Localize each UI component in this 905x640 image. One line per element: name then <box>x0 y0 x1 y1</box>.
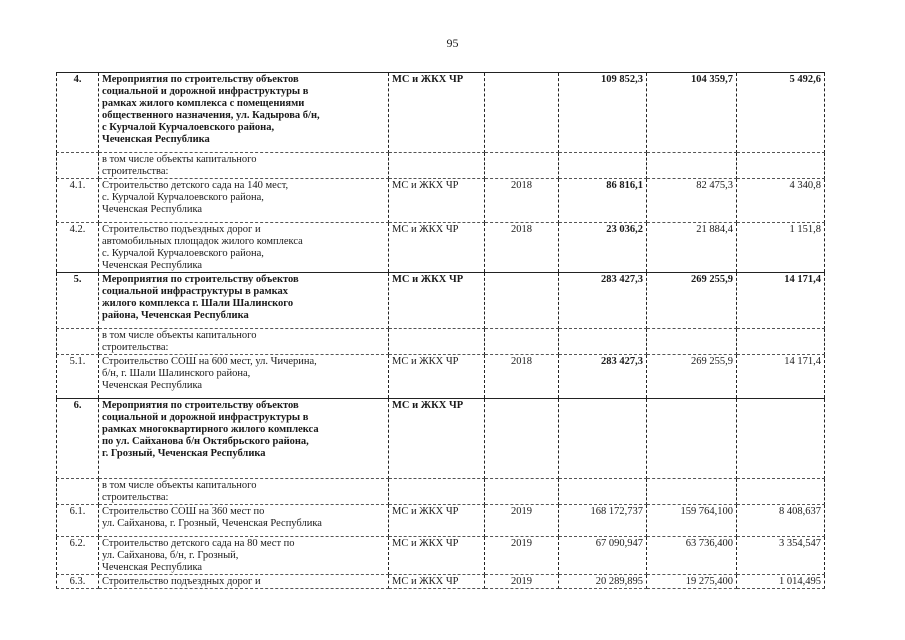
row-executor: МС и ЖКХ ЧР <box>389 223 485 273</box>
row-executor: МС и ЖКХ ЧР <box>389 355 485 399</box>
subtotal-note-row <box>57 329 825 355</box>
table-row <box>57 355 825 399</box>
table-row <box>57 575 825 589</box>
page-number: 95 <box>446 36 459 50</box>
subtotal-note-row <box>57 479 825 505</box>
row-regional-amount: 1 151,8 <box>737 223 825 273</box>
section-row <box>57 273 825 329</box>
section-row <box>57 399 825 479</box>
row-regional-amount <box>737 399 825 479</box>
row-regional-amount: 1 014,495 <box>737 575 825 589</box>
row-number: 6.1. <box>57 505 99 537</box>
row-executor: МС и ЖКХ ЧР <box>389 537 485 575</box>
row-year: 2018 <box>485 179 559 223</box>
row-executor <box>389 153 485 179</box>
row-description: Строительство подъездных дорог и <box>99 575 389 589</box>
row-number: 5.1. <box>57 355 99 399</box>
row-number: 6.3. <box>57 575 99 589</box>
row-total-amount: 168 172,737 <box>559 505 647 537</box>
row-number: 6.2. <box>57 537 99 575</box>
row-total-amount: 283 427,3 <box>559 273 647 329</box>
row-number: 5. <box>57 273 99 329</box>
row-year: 2019 <box>485 575 559 589</box>
row-number: 4.2. <box>57 223 99 273</box>
row-federal-amount: 82 475,3 <box>647 179 737 223</box>
row-year <box>485 153 559 179</box>
row-regional-amount: 8 408,637 <box>737 505 825 537</box>
row-description: Строительство детского сада на 140 мест, с. Курчалой Курчалоевского района, Чеченская Республика <box>99 179 389 223</box>
row-federal-amount: 21 884,4 <box>647 223 737 273</box>
row-description: Мероприятия по строительству объектов социальной и дорожной инфраструктуры в рамках жилого комплекса с помещениями общественного назначения, ул. Кадырова б/н, с Курчалой Курчалоевского района, Чеченская Республика <box>99 73 389 153</box>
row-executor <box>389 329 485 355</box>
row-executor: МС и ЖКХ ЧР <box>389 179 485 223</box>
row-federal-amount <box>647 479 737 505</box>
row-total-amount <box>559 399 647 479</box>
row-description: Мероприятия по строительству объектов социальной инфраструктуры в рамках жилого комплекса г. Шали Шалинского района, Чеченская Республика <box>99 273 389 329</box>
row-executor: МС и ЖКХ ЧР <box>389 575 485 589</box>
row-federal-amount: 104 359,7 <box>647 73 737 153</box>
row-executor: МС и ЖКХ ЧР <box>389 399 485 479</box>
row-total-amount <box>559 329 647 355</box>
row-description: в том числе объекты капитального строительства: <box>99 479 389 505</box>
row-total-amount: 86 816,1 <box>559 179 647 223</box>
row-description: Строительство СОШ на 600 мест, ул. Чичерина, б/н, г. Шали Шалинского района, Чеченская Республика <box>99 355 389 399</box>
row-total-amount <box>559 153 647 179</box>
row-year <box>485 273 559 329</box>
row-number: 6. <box>57 399 99 479</box>
row-executor: МС и ЖКХ ЧР <box>389 273 485 329</box>
row-executor <box>389 479 485 505</box>
row-regional-amount: 3 354,547 <box>737 537 825 575</box>
row-federal-amount: 269 255,9 <box>647 355 737 399</box>
row-regional-amount: 4 340,8 <box>737 179 825 223</box>
table-row <box>57 505 825 537</box>
row-regional-amount <box>737 153 825 179</box>
row-description: Мероприятия по строительству объектов социальной и дорожной инфраструктуры в рамках многоквартирного жилого комплекса по ул. Сайханова б/н Октябрьского района, г. Грозный, Чеченская Республика <box>99 399 389 479</box>
program-table <box>56 72 825 589</box>
row-year <box>485 73 559 153</box>
row-executor: МС и ЖКХ ЧР <box>389 73 485 153</box>
table-row <box>57 537 825 575</box>
row-total-amount: 109 852,3 <box>559 73 647 153</box>
row-number: 4.1. <box>57 179 99 223</box>
row-executor: МС и ЖКХ ЧР <box>389 505 485 537</box>
row-description: Строительство подъездных дорог и автомобильных площадок жилого комплекса с. Курчалой Курчалоевского района, Чеченская Республика <box>99 223 389 273</box>
row-regional-amount <box>737 479 825 505</box>
row-year <box>485 399 559 479</box>
row-year: 2019 <box>485 537 559 575</box>
section-row <box>57 73 825 153</box>
table-row <box>57 179 825 223</box>
row-year: 2018 <box>485 223 559 273</box>
subtotal-note-row <box>57 153 825 179</box>
row-description: в том числе объекты капитального строительства: <box>99 329 389 355</box>
row-federal-amount: 63 736,400 <box>647 537 737 575</box>
row-total-amount: 67 090,947 <box>559 537 647 575</box>
table-row <box>57 223 825 273</box>
row-federal-amount <box>647 153 737 179</box>
row-total-amount <box>559 479 647 505</box>
row-federal-amount <box>647 329 737 355</box>
row-year: 2018 <box>485 355 559 399</box>
row-total-amount: 20 289,895 <box>559 575 647 589</box>
row-description: в том числе объекты капитального строительства: <box>99 153 389 179</box>
row-regional-amount: 14 171,4 <box>737 355 825 399</box>
row-regional-amount: 14 171,4 <box>737 273 825 329</box>
row-number <box>57 153 99 179</box>
row-total-amount: 283 427,3 <box>559 355 647 399</box>
row-regional-amount: 5 492,6 <box>737 73 825 153</box>
row-description: Строительство детского сада на 80 мест по ул. Сайханова, б/н, г. Грозный, Чеченская Республика <box>99 537 389 575</box>
row-federal-amount: 19 275,400 <box>647 575 737 589</box>
row-number <box>57 329 99 355</box>
row-federal-amount: 269 255,9 <box>647 273 737 329</box>
row-federal-amount <box>647 399 737 479</box>
row-year: 2019 <box>485 505 559 537</box>
row-number: 4. <box>57 73 99 153</box>
row-total-amount: 23 036,2 <box>559 223 647 273</box>
row-year <box>485 479 559 505</box>
row-federal-amount: 159 764,100 <box>647 505 737 537</box>
row-year <box>485 329 559 355</box>
row-number <box>57 479 99 505</box>
row-regional-amount <box>737 329 825 355</box>
row-description: Строительство СОШ на 360 мест по ул. Сайханова, г. Грозный, Чеченская Республика <box>99 505 389 537</box>
